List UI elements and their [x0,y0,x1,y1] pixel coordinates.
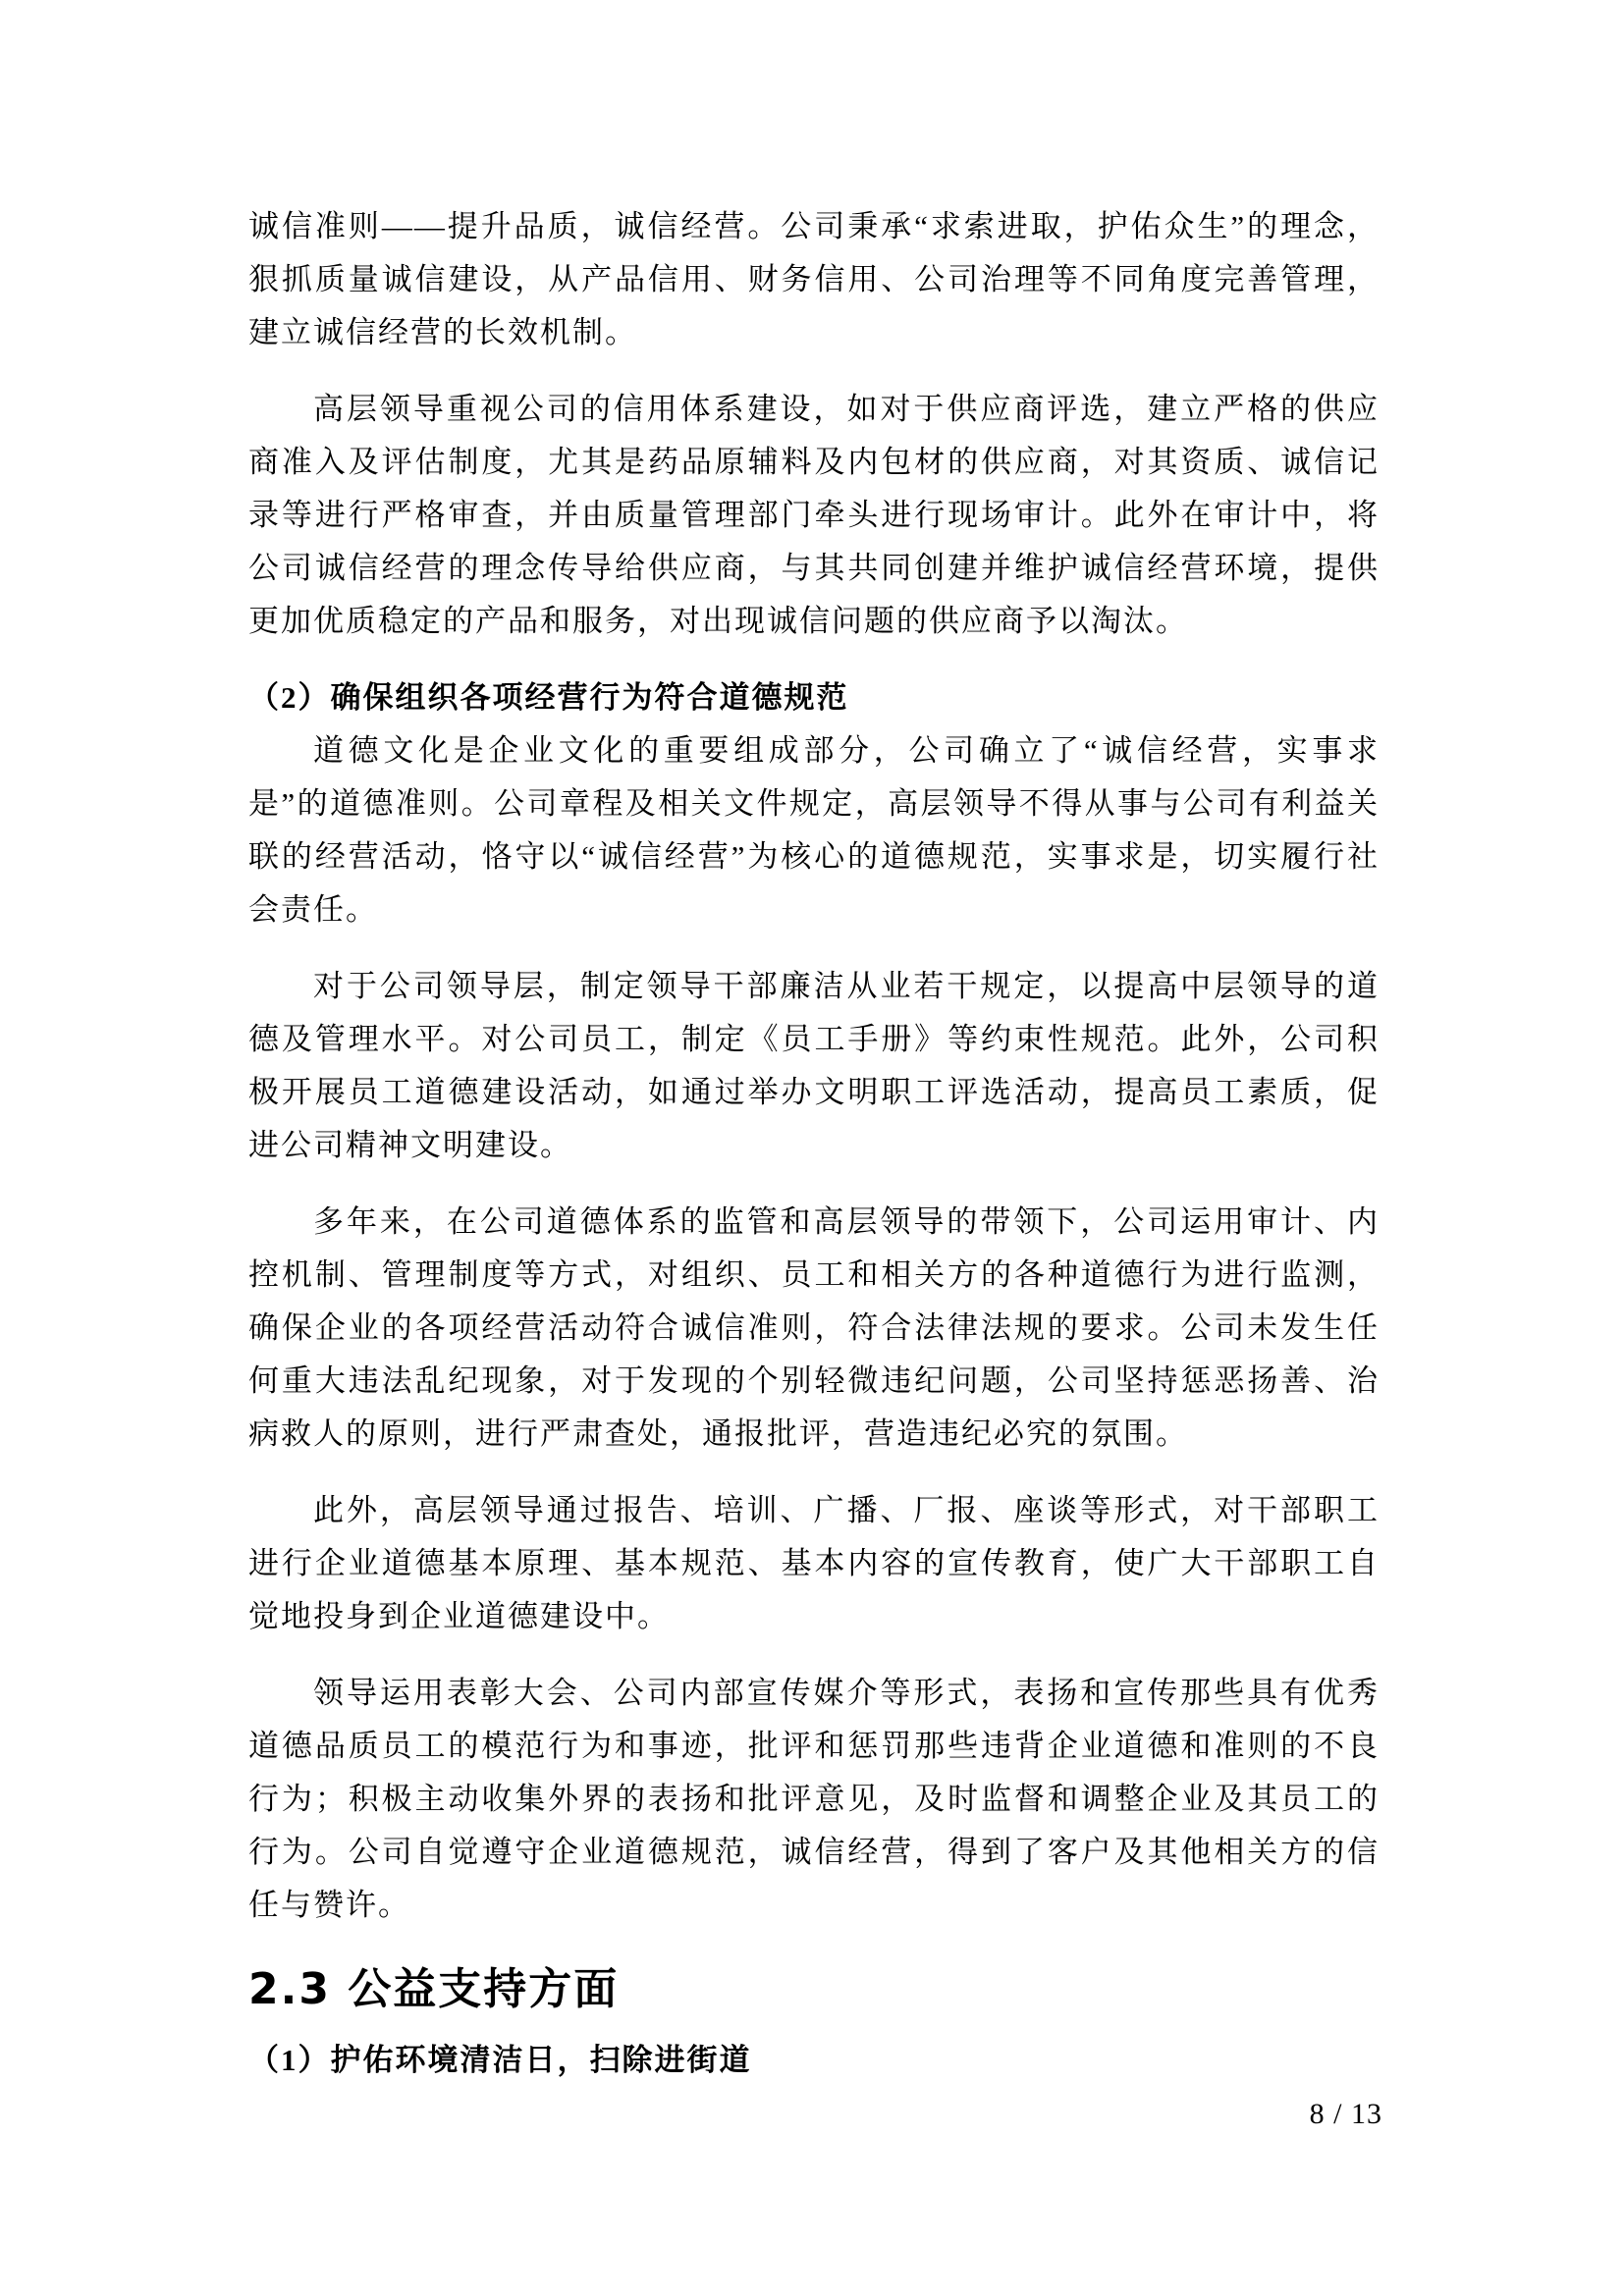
paragraph-ethics-education: 此外，高层领导通过报告、培训、广播、厂报、座谈等形式，对干部职工进行企业道德基本原理、基本规范、基本内容的宣传教育，使广大干部职工自觉地投身到企业道德建设中。 [248,1493,1380,1633]
subsection-heading-ethics-compliance: （2）确保组织各项经营行为符合道德规范 [248,680,849,715]
paragraph-moral-culture: 道德文化是企业文化的重要组成部分，公司确立了“诚信经营，实事求是”的道德准则。公司章程及相关文件规定，高层领导不得从事与公司有利益关联的经营活动，恪守以“诚信经营”为核心的道德规范，实事求是，切实履行社会责任。 [248,733,1380,927]
paragraph-commendation-and-criticism: 领导运用表彰大会、公司内部宣传媒介等形式，表扬和宣传那些具有优秀道德品质员工的模范行为和事迹，批评和惩罚那些违背企业道德和准则的不良行为；积极主动收集外界的表扬和批评意见，及时监督和调整企业及其员工的行为。公司自觉遵守企业道德规范，诚信经营，得到了客户及其他相关方的信任与赞许。 [248,1676,1380,1922]
section-heading-public-welfare: 2.3 公益支持方面 [248,1964,620,2014]
paragraph-credit-system: 高层领导重视公司的信用体系建设，如对于供应商评选，建立严格的供应商准入及评估制度，尤其是药品原辅料及内包材的供应商，对其资质、诚信记录等进行严格审查，并由质量管理部门牵头进行现场审计。此外在审计中，将公司诚信经营的理念传导给供应商，与其共同创建并维护诚信经营环境，提供更加优质稳定的产品和服务，对出现诚信问题的供应商予以淘汰。 [248,392,1380,638]
paragraph-leadership-rules: 对于公司领导层，制定领导干部廉洁从业若干规定，以提高中层领导的道德及管理水平。对公司员工，制定《员工手册》等约束性规范。此外，公司积极开展员工道德建设活动，如通过举办文明职工评选活动，提高员工素质，促进公司精神文明建设。 [248,969,1380,1162]
paragraph-ethics-supervision: 多年来，在公司道德体系的监管和高层领导的带领下，公司运用审计、内控机制、管理制度等方式，对组织、员工和相关方的各种道德行为进行监测，确保企业的各项经营活动符合诚信准则，符合法律法规的要求。公司未发生任何重大违法乱纪现象，对于发现的个别轻微违纪问题，公司坚持惩恶扬善、治病救人的原则，进行严肃查处，通报批评，营造违纪必究的氛围。 [248,1204,1380,1451]
subsection-heading-cleaning-day: （1）护佑环境清洁日，扫除进街道 [248,2043,752,2077]
page-number: 8 / 13 [1309,2098,1382,2130]
document-text-block [248,200,1380,2087]
paragraph-integrity-principle: 诚信准则——提升品质，诚信经营。公司秉承“求索进取，护佑众生”的理念，狠抓质量诚信建设，从产品信用、财务信用、公司治理等不同角度完善管理，建立诚信经营的长效机制。 [248,209,1380,349]
